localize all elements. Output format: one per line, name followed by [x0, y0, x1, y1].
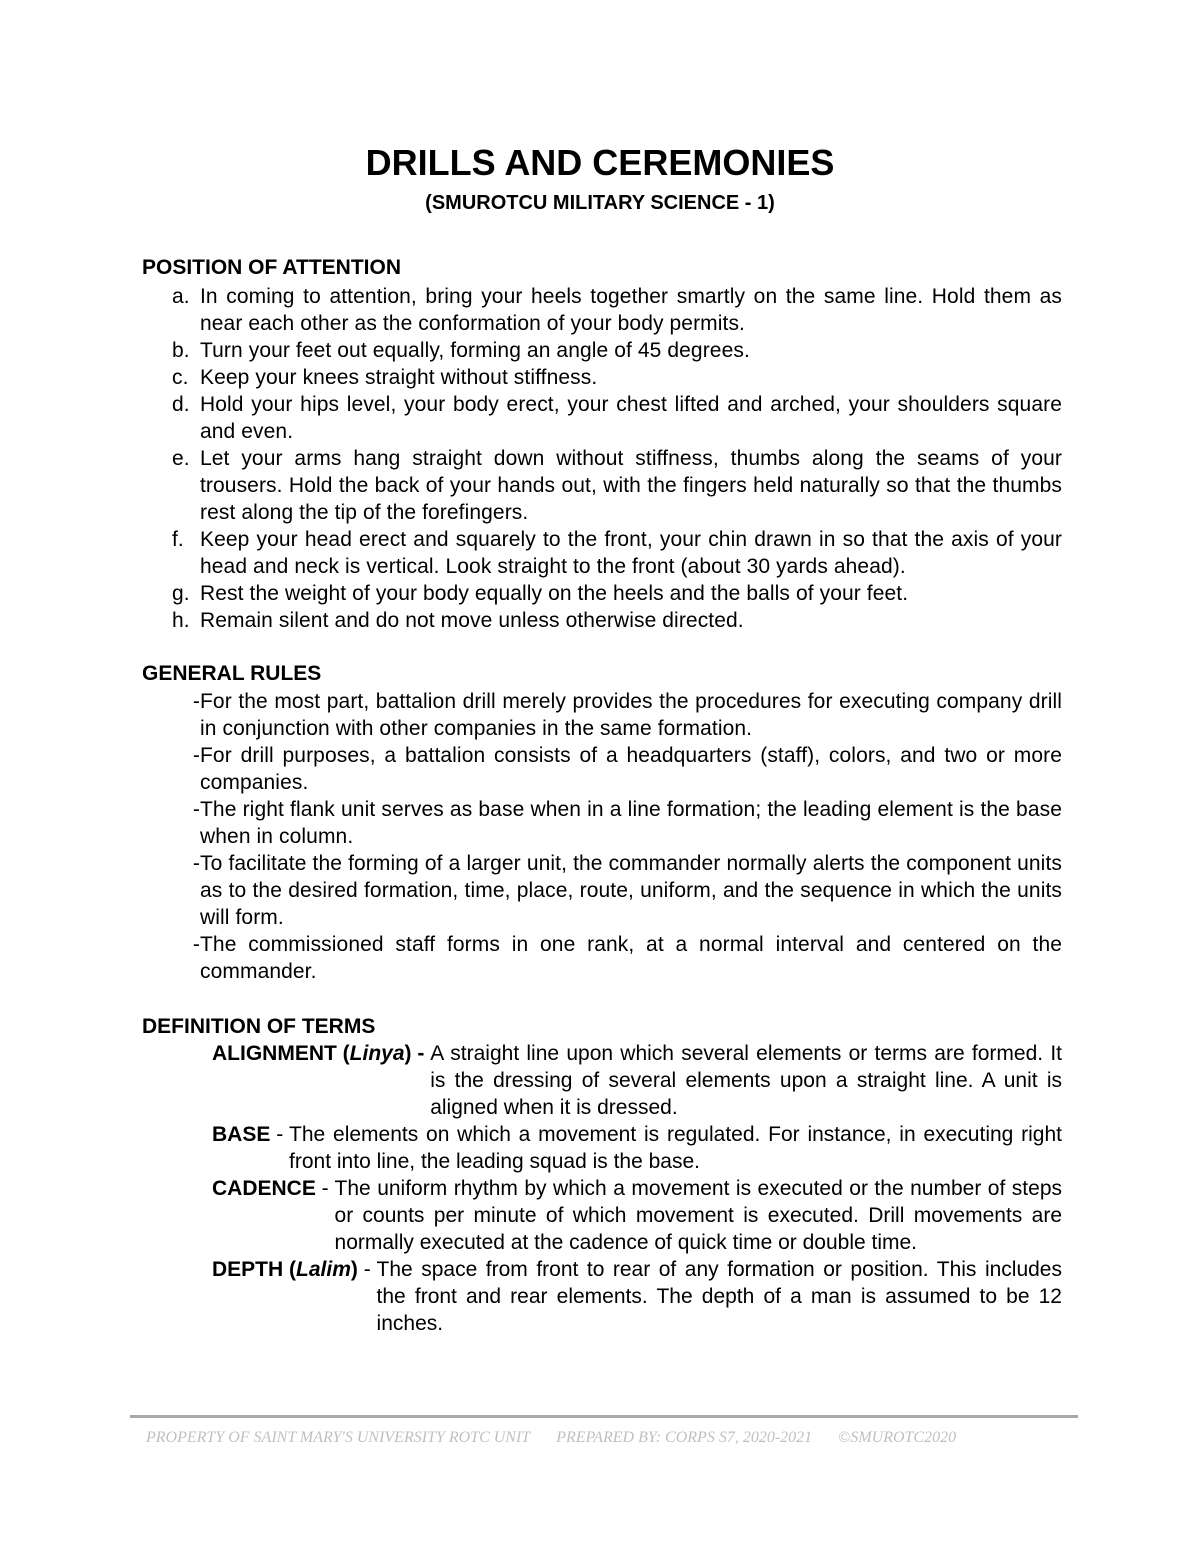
- list-marker: b.: [172, 339, 190, 362]
- list-item: [172, 526, 1062, 580]
- list-item: [172, 742, 1062, 796]
- term-name: DEPTH: [212, 1258, 284, 1281]
- list-item-text: Rest the weight of your body equally on the heels and the balls of your feet.: [200, 582, 909, 605]
- list-item-text: Keep your head erect and squarely to the front, your chin drawn in so that the axis of your head and neck is vertical. Look straight to the front (about 30 yards ahead).: [200, 528, 1062, 578]
- section-heading-definition-of-terms: DEFINITION OF TERMS: [142, 1015, 376, 1038]
- list-item: [172, 364, 1062, 391]
- definition-cadence: [212, 1175, 1062, 1256]
- definition-alignment: [212, 1040, 1062, 1121]
- footer-property: PROPERTY OF SAINT MARY'S UNIVERSITY ROTC UNIT: [146, 1429, 531, 1446]
- list-item-text: Remain silent and do not move unless otherwise directed.: [200, 609, 744, 632]
- position-of-attention-list: [172, 283, 1062, 634]
- section-heading-general-rules: GENERAL RULES: [142, 662, 322, 685]
- list-marker: f.: [172, 528, 184, 551]
- page-footer: [146, 1428, 978, 1448]
- list-marker: d.: [172, 393, 190, 416]
- list-item-text: For the most part, battalion drill merely provides the procedures for executing company drill in conjunction with other companies in the same formation.: [200, 690, 1062, 740]
- list-item-text: Hold your hips level, your body erect, your chest lifted and arched, your shoulders square and even.: [200, 393, 1062, 443]
- list-marker: g.: [172, 582, 190, 605]
- general-rules-list: [172, 688, 1062, 985]
- list-item: [172, 850, 1062, 931]
- list-item: [172, 688, 1062, 742]
- definition-text: The space from front to rear of any formation or position. This includes the front and rear elements. The depth of a man is assumed to be 12 inches.: [376, 1258, 1062, 1335]
- list-item: [172, 796, 1062, 850]
- definition-base: [212, 1121, 1062, 1175]
- list-item: [172, 931, 1062, 985]
- footer-copyright: ©SMUROTC2020: [838, 1429, 957, 1446]
- list-item-text: To facilitate the forming of a larger unit, the commander normally alerts the component units as to the desired formation, time, place, route, uniform, and the sequence in which the units will form.: [200, 852, 1062, 929]
- list-item-text: Let your arms hang straight down without stiffness, thumbs along the seams of your trousers. Hold the back of your hands out, with the fingers held naturally so that the thumbs rest along the tip of the forefingers.: [200, 447, 1062, 524]
- dash-marker: -: [192, 744, 200, 767]
- dash-marker: -: [192, 933, 200, 956]
- dash-marker: -: [192, 690, 200, 713]
- term-label: DEPTH (Lalim) -: [212, 1258, 377, 1281]
- list-item-text: For drill purposes, a battalion consists of a headquarters (staff), colors, and two or more companies.: [200, 744, 1062, 794]
- list-item: [172, 337, 1062, 364]
- footer-prepared-by: PREPARED BY: CORPS S7, 2020-2021: [556, 1429, 813, 1446]
- definition-text: A straight line upon which several elements or terms are formed. It is the dressing of several elements upon a straight line. A unit is aligned when it is dressed.: [430, 1042, 1062, 1119]
- list-item-text: Keep your knees straight without stiffness.: [200, 366, 598, 389]
- page-subtitle: (SMUROTCU MILITARY SCIENCE - 1): [425, 192, 775, 214]
- term-local-name: Lalim: [296, 1258, 351, 1281]
- list-item: [172, 580, 1062, 607]
- list-item: [172, 607, 1062, 634]
- dash-marker: -: [192, 798, 200, 821]
- definition-depth: [212, 1256, 1062, 1337]
- list-item-text: The right flank unit serves as base when in a line formation; the leading element is the base when in column.: [200, 798, 1062, 848]
- term-name: CADENCE: [212, 1177, 316, 1200]
- list-item-text: The commissioned staff forms in one rank, at a normal interval and centered on the commander.: [200, 933, 1062, 983]
- term-name: BASE: [212, 1123, 271, 1146]
- term-label: ALIGNMENT (Linya) -: [212, 1042, 425, 1065]
- list-marker: e.: [172, 447, 190, 470]
- dash-marker: -: [192, 852, 200, 875]
- page-title: DRILLS AND CEREMONIES: [365, 142, 835, 183]
- definition-text: The uniform rhythm by which a movement is executed or the number of steps or counts per minute of which movement is executed. Drill movements are normally executed at the cadence of quick time or double time.: [334, 1177, 1062, 1254]
- section-heading-position-of-attention: POSITION OF ATTENTION: [142, 256, 401, 279]
- list-marker: a.: [172, 285, 190, 308]
- term-label: CADENCE -: [212, 1177, 335, 1200]
- definition-list: [212, 1040, 1062, 1337]
- list-item-text: Turn your feet out equally, forming an angle of 45 degrees.: [200, 339, 750, 362]
- definition-text: The elements on which a movement is regulated. For instance, in executing right front into line, the leading squad is the base.: [289, 1123, 1062, 1173]
- term-name: ALIGNMENT: [212, 1042, 337, 1065]
- list-item: [172, 445, 1062, 526]
- list-marker: h.: [172, 609, 190, 632]
- list-item: [172, 391, 1062, 445]
- term-label: BASE -: [212, 1123, 290, 1146]
- list-marker: c.: [172, 366, 189, 389]
- list-item-text: In coming to attention, bring your heels together smartly on the same line. Hold them as near each other as the conformation of your body permits.: [200, 285, 1062, 335]
- footer-rule: [130, 1415, 1078, 1418]
- list-item: [172, 283, 1062, 337]
- term-local-name: Linya: [349, 1042, 405, 1065]
